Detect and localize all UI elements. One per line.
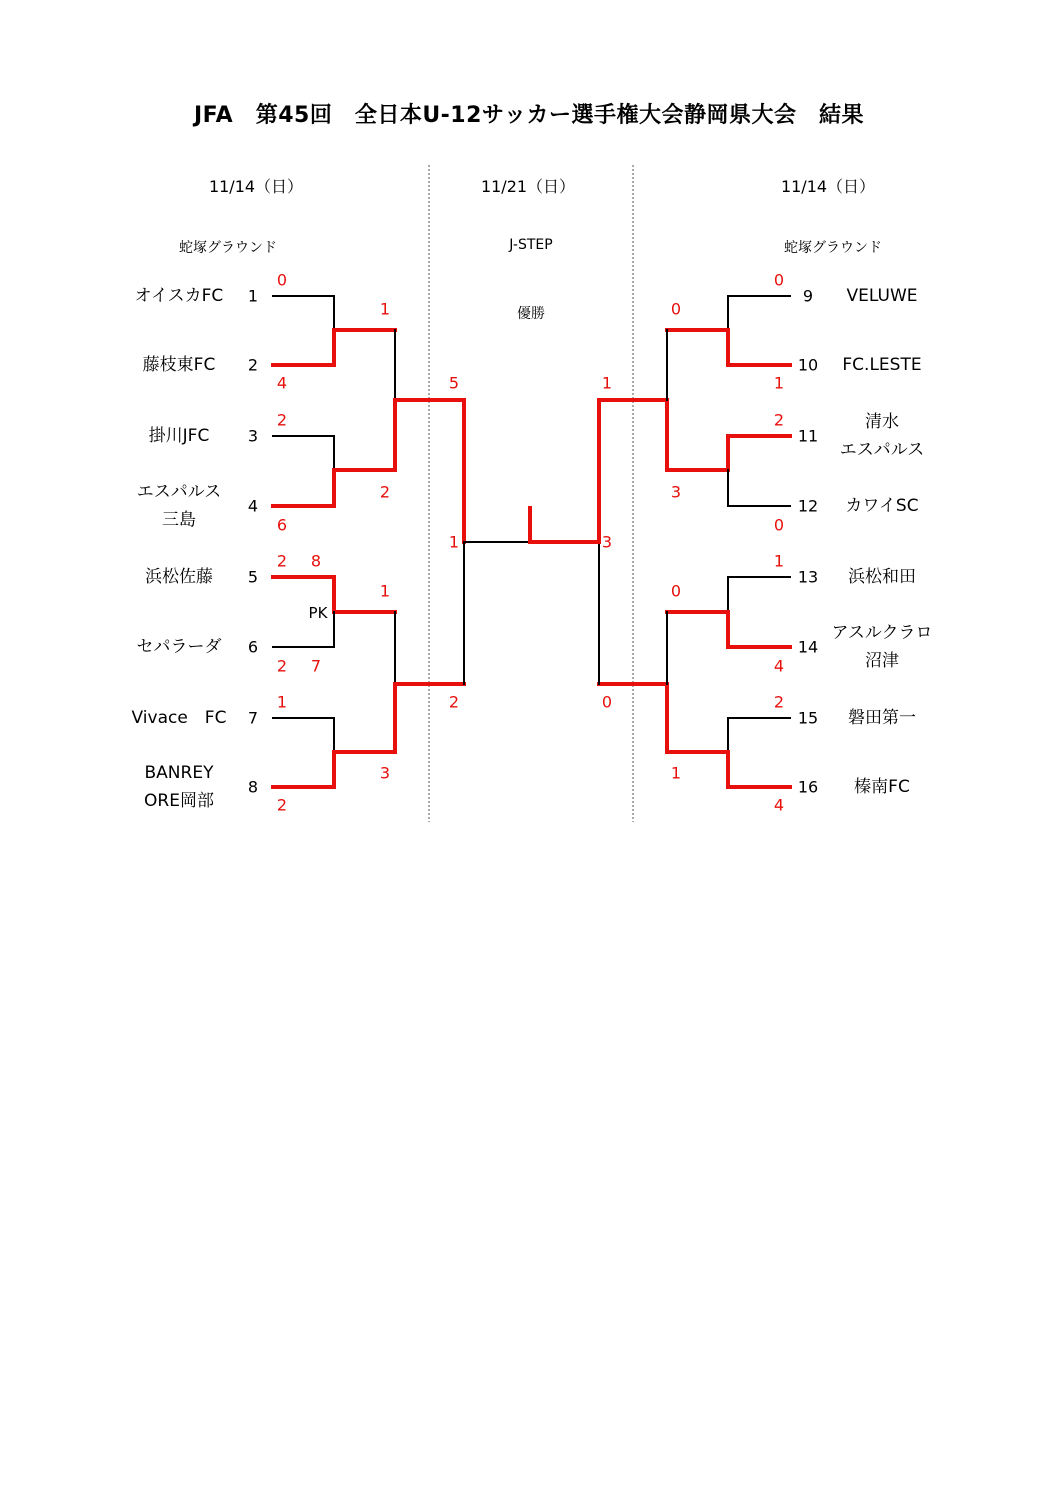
score-sf-right-top: 1 (601, 373, 613, 393)
score-qf-right-2: 3 (670, 482, 682, 502)
seed-13: 13 (797, 567, 819, 587)
seed-9: 9 (802, 286, 814, 306)
seed-12: 12 (797, 496, 819, 516)
score-qf-left-3: 1 (379, 581, 391, 601)
seed-16: 16 (797, 777, 819, 797)
line-team1 (273, 296, 334, 330)
team-16: 榛南FC (854, 777, 910, 797)
score-r1-team13: 1 (773, 551, 785, 571)
page-title: JFA 第45回 全日本U-12サッカー選手権大会静岡県大会 結果 (193, 103, 864, 128)
seed-14: 14 (797, 637, 819, 657)
seed-6: 6 (247, 637, 259, 657)
line-team9 (728, 296, 790, 330)
team-8: BANREY ORE岡部 (144, 763, 214, 811)
score-qf-right-3: 0 (670, 581, 682, 601)
score-r1-team3: 2 (276, 410, 288, 430)
score-pk-team6: 7 (310, 656, 322, 676)
right-date: 11/14（日） (780, 177, 876, 196)
score-final-right: 3 (601, 532, 613, 552)
score-final-left: 1 (448, 532, 460, 552)
team-6: セパラーダ (136, 637, 222, 657)
line-team15 (728, 718, 790, 752)
team-15: 磐田第一 (848, 708, 916, 728)
score-r1-team5: 2 (276, 551, 288, 571)
team-4: エスパルス 三島 (136, 482, 222, 530)
score-sf-right-bottom: 0 (601, 692, 613, 712)
seed-10: 10 (797, 355, 819, 375)
score-r1-team1: 0 (276, 270, 288, 290)
score-r1-team14: 4 (773, 656, 785, 676)
score-sf-left-top: 5 (448, 373, 460, 393)
score-qf-right-1: 0 (670, 299, 682, 319)
line-sf-left-loser (464, 542, 530, 684)
team-10: FC.LESTE (842, 355, 922, 375)
left-venue: 蛇塚グラウンド (179, 240, 277, 256)
line-team14-win (667, 612, 790, 647)
score-r1-team10: 1 (773, 373, 785, 393)
score-r1-team11: 2 (773, 410, 785, 430)
seed-3: 3 (247, 426, 259, 446)
team-14: アスルクラロ 沼津 (831, 623, 933, 671)
score-r1-team7: 1 (276, 692, 288, 712)
team-2: 藤枝東FC (142, 355, 216, 375)
line-team16-win (667, 752, 790, 787)
seed-1: 1 (247, 286, 259, 306)
line-team4-win (273, 470, 395, 506)
score-r1-team4: 6 (276, 515, 288, 535)
line-team11-win (667, 436, 790, 470)
score-pk-team5: 8 (310, 551, 322, 571)
team-7: Vivace FC (131, 708, 227, 728)
team-3: 掛川JFC (148, 426, 210, 446)
score-r1-team16: 4 (773, 795, 785, 815)
center-date: 11/21（日） (480, 177, 576, 196)
seed-4: 4 (247, 496, 259, 516)
seed-8: 8 (247, 777, 259, 797)
seed-15: 15 (797, 708, 819, 728)
center-venue: J-STEP (509, 237, 553, 253)
score-r1-team12: 0 (773, 515, 785, 535)
line-team8-win (273, 752, 395, 787)
right-venue: 蛇塚グラウンド (784, 240, 882, 256)
line-team7 (273, 718, 334, 752)
seed-7: 7 (247, 708, 259, 728)
score-r1-team8: 2 (276, 795, 288, 815)
champion-label: 優勝 (517, 306, 545, 322)
seed-5: 5 (247, 567, 259, 587)
score-qf-left-2: 2 (379, 482, 391, 502)
score-r1-team9: 0 (773, 270, 785, 290)
team-11: 清水 エスパルス (839, 412, 925, 460)
line-team5-win (273, 577, 395, 612)
line-team3 (273, 436, 334, 470)
line-team2-win (273, 330, 395, 365)
seed-2: 2 (247, 355, 259, 375)
team-12: カワイSC (845, 496, 919, 516)
team-13: 浜松和田 (848, 567, 916, 587)
line-team12 (728, 470, 790, 506)
score-qf-left-1: 1 (379, 299, 391, 319)
line-final-win (530, 508, 599, 542)
pk-label: PK (308, 604, 328, 622)
line-team10-win (667, 330, 790, 365)
line-team13 (728, 577, 790, 612)
score-qf-right-4: 1 (670, 763, 682, 783)
score-qf-left-4: 3 (379, 763, 391, 783)
seed-11: 11 (797, 426, 819, 446)
team-5: 浜松佐藤 (145, 567, 213, 587)
team-9: VELUWE (846, 286, 918, 306)
left-date: 11/14（日） (208, 177, 304, 196)
score-r1-team6: 2 (276, 656, 288, 676)
score-r1-team2: 4 (276, 373, 288, 393)
score-sf-left-bottom: 2 (448, 692, 460, 712)
team-1: オイスカFC (134, 286, 224, 306)
score-r1-team15: 2 (773, 692, 785, 712)
